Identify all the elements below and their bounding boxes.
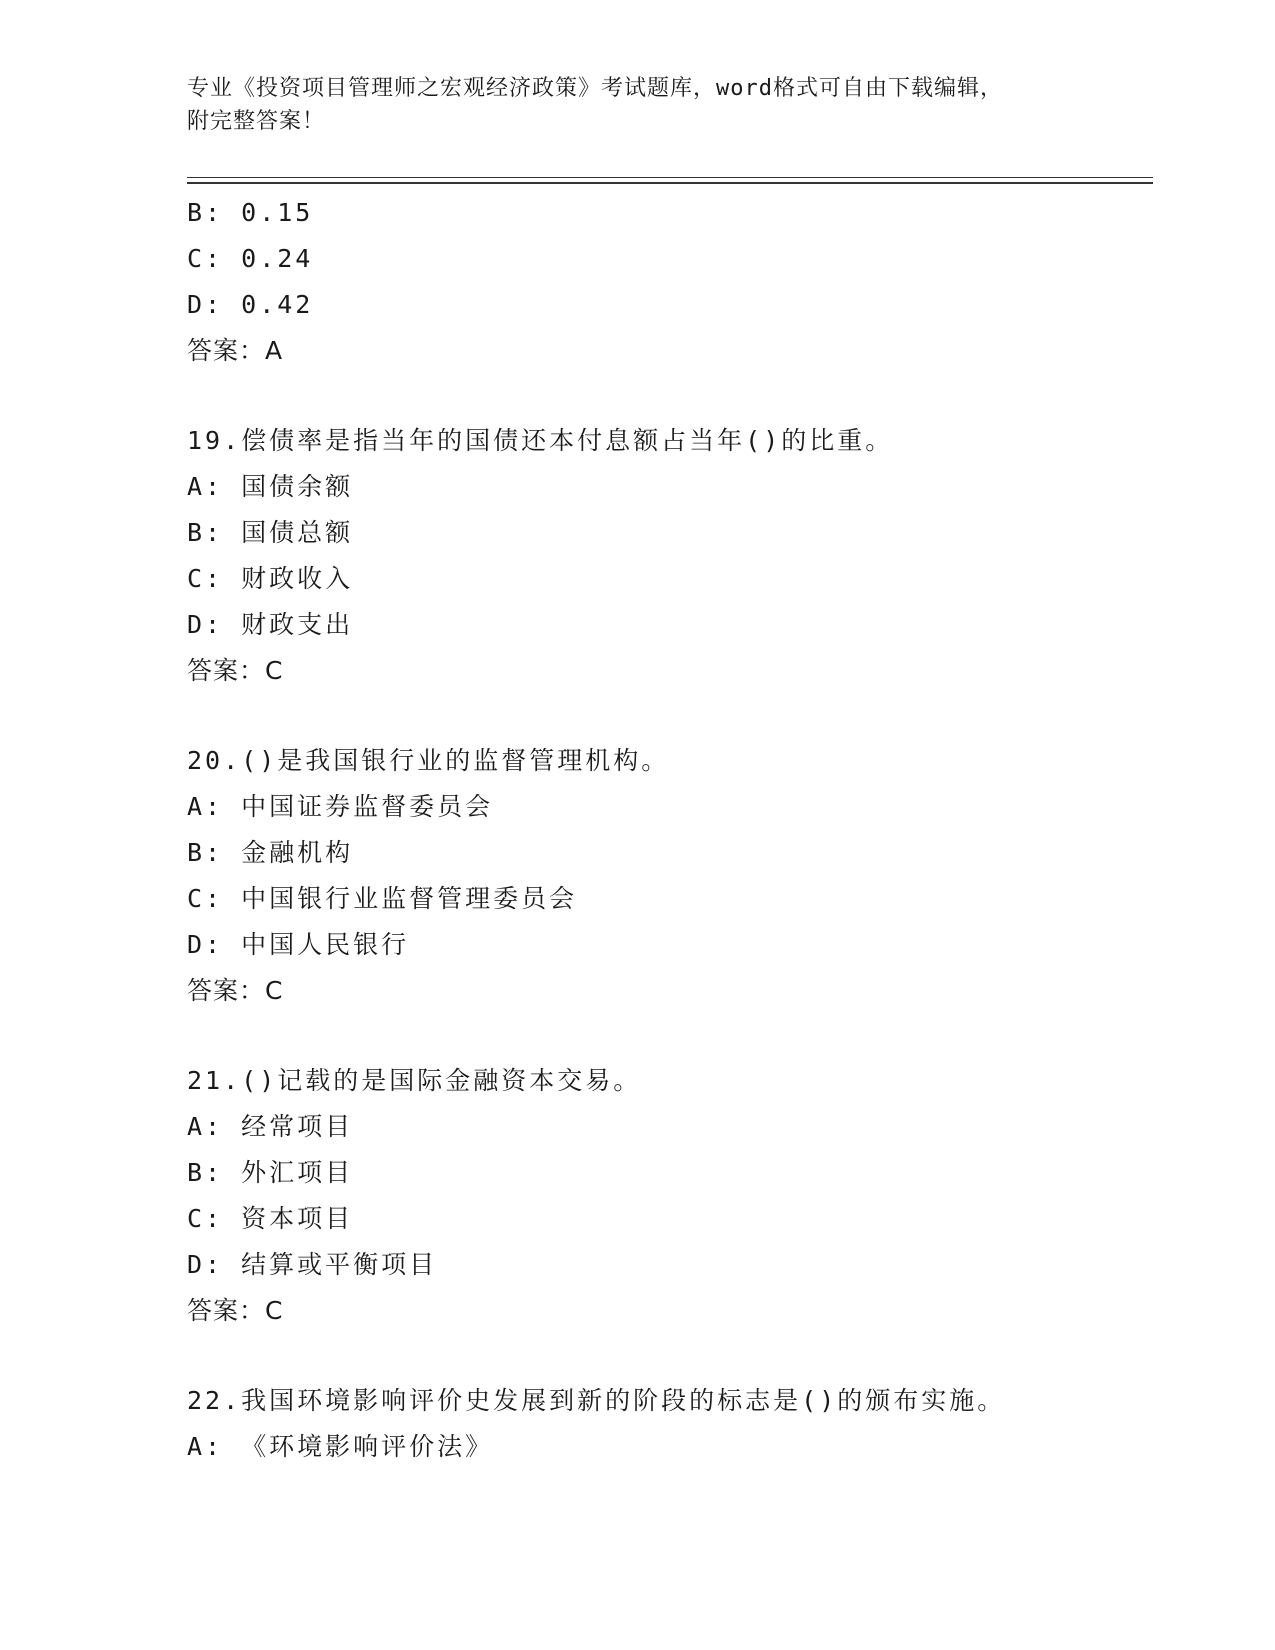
- header-line-1: 专业《投资项目管理师之宏观经济政策》考试题库，word格式可自由下载编辑，: [187, 76, 1003, 101]
- option-line: A: 国债余额: [187, 472, 354, 501]
- document-header: [187, 72, 1087, 138]
- question-block-20: [187, 738, 1147, 1014]
- answer-line: 答案：C: [187, 656, 284, 685]
- question-block-21: [187, 1058, 1147, 1334]
- option-line: A: 经常项目: [187, 1112, 354, 1141]
- question-stem: 22.我国环境影响评价史发展到新的阶段的标志是()的颁布实施。: [187, 1386, 1006, 1415]
- option-line: D: 0.42: [187, 290, 314, 319]
- header-divider-thick: [187, 182, 1153, 184]
- option-line: B: 0.15: [187, 198, 314, 227]
- answer-line: 答案：C: [187, 1296, 284, 1325]
- option-line: C: 财政收入: [187, 564, 354, 593]
- question-block-19: [187, 418, 1147, 694]
- option-line: B: 外汇项目: [187, 1158, 354, 1187]
- question-list: [187, 190, 1147, 1470]
- question-stem: 20.()是我国银行业的监督管理机构。: [187, 746, 670, 775]
- answer-line: 答案：A: [187, 336, 284, 365]
- option-line: D: 财政支出: [187, 610, 354, 639]
- answer-line: 答案：C: [187, 976, 284, 1005]
- option-line: D: 中国人民银行: [187, 930, 410, 959]
- question-block-22: [187, 1378, 1147, 1470]
- question-block-carryover: [187, 190, 1147, 374]
- question-stem: 19.偿债率是指当年的国债还本付息额占当年()的比重。: [187, 426, 894, 455]
- option-line: C: 资本项目: [187, 1204, 354, 1233]
- option-line: C: 0.24: [187, 244, 314, 273]
- option-line: B: 国债总额: [187, 518, 354, 547]
- question-stem: 21.()记载的是国际金融资本交易。: [187, 1066, 642, 1095]
- option-line: A: 中国证券监督委员会: [187, 792, 494, 821]
- header-line-2: 附完整答案！: [187, 109, 326, 134]
- option-line: B: 金融机构: [187, 838, 354, 867]
- option-line: A: 《环境影响评价法》: [187, 1432, 494, 1461]
- option-line: C: 中国银行业监督管理委员会: [187, 884, 578, 913]
- header-divider-thin: [187, 177, 1153, 178]
- option-line: D: 结算或平衡项目: [187, 1250, 438, 1279]
